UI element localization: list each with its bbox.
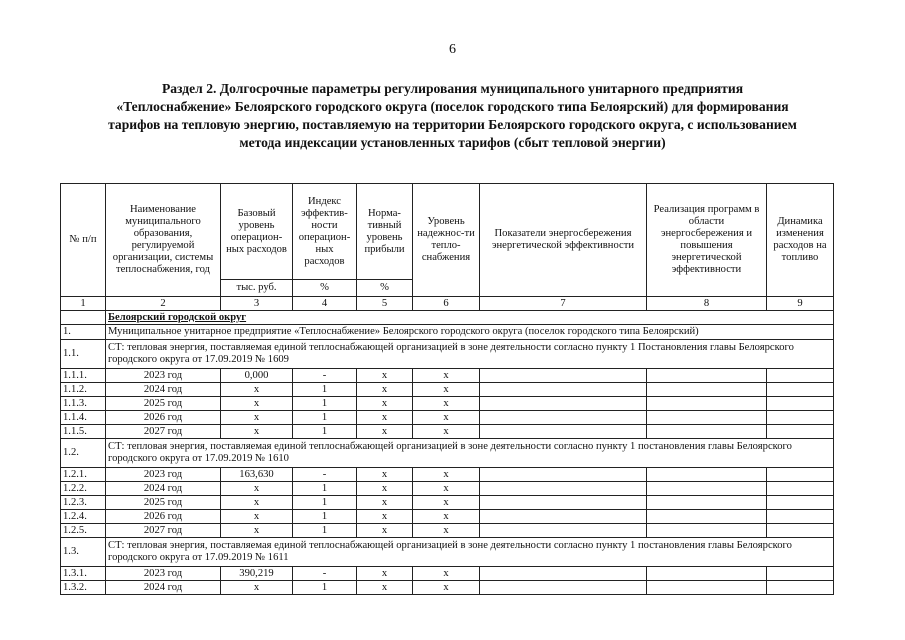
title-line-4: метода индексации установленных тарифов (сбыт тепловой энергии) [239, 135, 666, 150]
table-row [61, 524, 834, 538]
column-number: 4 [293, 297, 357, 311]
row-reliability: х [413, 581, 480, 595]
row-year: 2025 год [106, 397, 221, 411]
row-year: 2024 год [106, 482, 221, 496]
row-energy-indicators [480, 383, 647, 397]
row-reliability: х [413, 468, 480, 482]
table-row [61, 510, 834, 524]
section-title [60, 80, 845, 152]
row-efficiency-index: 1 [293, 425, 357, 439]
table-row [61, 468, 834, 482]
header-num: № п/п [61, 184, 106, 297]
row-efficiency-index: 1 [293, 524, 357, 538]
row-year: 2023 год [106, 567, 221, 581]
column-numbers-row [61, 297, 834, 311]
group-row [61, 340, 834, 369]
group-num: 1.2. [61, 439, 106, 468]
table-row [61, 425, 834, 439]
row-energy-indicators [480, 411, 647, 425]
row-fuel-dynamics [767, 510, 834, 524]
row-reliability: х [413, 425, 480, 439]
column-number: 8 [647, 297, 767, 311]
table-row [61, 411, 834, 425]
row-efficiency-index: 1 [293, 496, 357, 510]
header-row [61, 184, 834, 280]
row-profit: х [357, 510, 413, 524]
section-num-cell [61, 311, 106, 325]
column-number: 9 [767, 297, 834, 311]
row-num: 1.1.1. [61, 369, 106, 383]
row-year: 2024 год [106, 383, 221, 397]
unit-thousand-rub: тыс. руб. [221, 280, 293, 297]
table-row [61, 496, 834, 510]
row-fuel-dynamics [767, 482, 834, 496]
header-fuel-dynamics: Динамика изменения расходов на топливо [767, 184, 834, 297]
row-num: 1.2.1. [61, 468, 106, 482]
org-row [61, 325, 834, 340]
group-text: СТ: тепловая энергия, поставляемая единой теплоснабжающей организацией в зоне деятельности согласно пункту 1 постановления главы Белоярского городского округа от 17.09.2019 № 1611 [106, 538, 834, 567]
row-base-level: х [221, 524, 293, 538]
table-row [61, 482, 834, 496]
section-row [61, 311, 834, 325]
row-efficiency-index: - [293, 369, 357, 383]
row-energy-indicators [480, 482, 647, 496]
row-num: 1.1.3. [61, 397, 106, 411]
row-efficiency-index: - [293, 567, 357, 581]
row-programs [647, 468, 767, 482]
row-reliability: х [413, 510, 480, 524]
column-number: 5 [357, 297, 413, 311]
row-fuel-dynamics [767, 411, 834, 425]
unit-percent: % [293, 280, 357, 297]
row-fuel-dynamics [767, 581, 834, 595]
row-profit: х [357, 524, 413, 538]
row-reliability: х [413, 496, 480, 510]
unit-percent: % [357, 280, 413, 297]
row-reliability: х [413, 482, 480, 496]
row-base-level: х [221, 411, 293, 425]
row-energy-indicators [480, 425, 647, 439]
row-programs [647, 397, 767, 411]
row-programs [647, 581, 767, 595]
row-profit: х [357, 581, 413, 595]
row-profit: х [357, 369, 413, 383]
row-year: 2027 год [106, 425, 221, 439]
row-reliability: х [413, 567, 480, 581]
row-num: 1.2.3. [61, 496, 106, 510]
title-line-1: Раздел 2. Долгосрочные параметры регулирования муниципального унитарного предприятия [161, 81, 744, 96]
row-reliability: х [413, 369, 480, 383]
row-base-level: х [221, 510, 293, 524]
group-row [61, 538, 834, 567]
row-year: 2026 год [106, 411, 221, 425]
row-energy-indicators [480, 397, 647, 411]
row-num: 1.1.5. [61, 425, 106, 439]
row-profit: х [357, 482, 413, 496]
row-base-level: х [221, 383, 293, 397]
row-fuel-dynamics [767, 524, 834, 538]
row-efficiency-index: 1 [293, 581, 357, 595]
group-row [61, 439, 834, 468]
row-efficiency-index: 1 [293, 383, 357, 397]
row-num: 1.3.1. [61, 567, 106, 581]
row-efficiency-index: 1 [293, 510, 357, 524]
page-number: 6 [449, 42, 456, 57]
row-base-level: 0,000 [221, 369, 293, 383]
header-base-level: Базовый уровень операцион-ных расходов [221, 184, 293, 280]
row-num: 1.3.2. [61, 581, 106, 595]
row-base-level: 163,630 [221, 468, 293, 482]
column-number: 3 [221, 297, 293, 311]
column-number: 7 [480, 297, 647, 311]
row-num: 1.2.4. [61, 510, 106, 524]
row-profit: х [357, 411, 413, 425]
row-fuel-dynamics [767, 383, 834, 397]
row-num: 1.1.2. [61, 383, 106, 397]
row-efficiency-index: 1 [293, 482, 357, 496]
row-reliability: х [413, 383, 480, 397]
row-profit: х [357, 425, 413, 439]
column-number: 1 [61, 297, 106, 311]
row-programs [647, 411, 767, 425]
row-energy-indicators [480, 524, 647, 538]
row-year: 2023 год [106, 369, 221, 383]
row-base-level: х [221, 425, 293, 439]
row-efficiency-index: - [293, 468, 357, 482]
row-num: 1.2.5. [61, 524, 106, 538]
row-reliability: х [413, 397, 480, 411]
row-year: 2027 год [106, 524, 221, 538]
row-energy-indicators [480, 369, 647, 383]
org-name: Муниципальное унитарное предприятие «Теплоснабжение» Белоярского городского округа (поселок городского типа Белоярский) [106, 325, 834, 340]
row-reliability: х [413, 524, 480, 538]
row-reliability: х [413, 411, 480, 425]
row-energy-indicators [480, 581, 647, 595]
column-number: 2 [106, 297, 221, 311]
row-efficiency-index: 1 [293, 397, 357, 411]
row-fuel-dynamics [767, 397, 834, 411]
row-programs [647, 482, 767, 496]
header-profit: Норма-тивный уровень прибыли [357, 184, 413, 280]
header-reliability: Уровень надежнос-ти тепло-снабжения [413, 184, 480, 297]
row-programs [647, 425, 767, 439]
row-year: 2023 год [106, 468, 221, 482]
row-fuel-dynamics [767, 468, 834, 482]
row-base-level: х [221, 496, 293, 510]
row-profit: х [357, 397, 413, 411]
row-profit: х [357, 468, 413, 482]
parameters-table [60, 183, 834, 595]
row-programs [647, 369, 767, 383]
row-num: 1.2.2. [61, 482, 106, 496]
section-name: Белоярский городской округ [108, 311, 247, 323]
row-programs [647, 383, 767, 397]
row-profit: х [357, 567, 413, 581]
row-profit: х [357, 496, 413, 510]
row-base-level: х [221, 397, 293, 411]
column-number: 6 [413, 297, 480, 311]
row-programs [647, 510, 767, 524]
row-energy-indicators [480, 468, 647, 482]
row-base-level: 390,219 [221, 567, 293, 581]
header-name: Наименование муниципального образования, регулируемой организации, системы теплоснабжения, год [106, 184, 221, 297]
row-energy-indicators [480, 496, 647, 510]
header-energy-indicators: Показатели энергосбережения энергетической эффективности [480, 184, 647, 297]
header-programs: Реализация программ в области энергосбережения и повышения энергетической эффективности [647, 184, 767, 297]
row-num: 1.1.4. [61, 411, 106, 425]
row-fuel-dynamics [767, 567, 834, 581]
table-row [61, 369, 834, 383]
title-line-3: тарифов на тепловую энергию, поставляемую на территории Белоярского городского округа, с использованием [108, 117, 797, 132]
table-row [61, 383, 834, 397]
row-programs [647, 567, 767, 581]
org-num: 1. [61, 325, 106, 340]
row-year: 2026 год [106, 510, 221, 524]
row-programs [647, 496, 767, 510]
row-fuel-dynamics [767, 496, 834, 510]
table-row [61, 581, 834, 595]
group-text: СТ: тепловая энергия, поставляемая единой теплоснабжающей организацией в зоне деятельности согласно пункту 1 Постановления главы Белоярского городского округа от 17.09.2019 № 1609 [106, 340, 834, 369]
row-base-level: х [221, 581, 293, 595]
table-row [61, 397, 834, 411]
group-text: СТ: тепловая энергия, поставляемая единой теплоснабжающей организацией в зоне деятельности согласно пункту 1 постановления главы Белоярского городского округа от 17.09.2019 № 1610 [106, 439, 834, 468]
group-num: 1.1. [61, 340, 106, 369]
header-efficiency-index: Индекс эффектив-ности операцион-ных расходов [293, 184, 357, 280]
row-energy-indicators [480, 510, 647, 524]
row-base-level: х [221, 482, 293, 496]
row-year: 2025 год [106, 496, 221, 510]
row-fuel-dynamics [767, 369, 834, 383]
row-energy-indicators [480, 567, 647, 581]
group-num: 1.3. [61, 538, 106, 567]
row-year: 2024 год [106, 581, 221, 595]
row-programs [647, 524, 767, 538]
row-fuel-dynamics [767, 425, 834, 439]
title-line-2: «Теплоснабжение» Белоярского городского округа (поселок городского типа Белоярский) для формирования [116, 99, 789, 114]
table-row [61, 567, 834, 581]
row-efficiency-index: 1 [293, 411, 357, 425]
row-profit: х [357, 383, 413, 397]
